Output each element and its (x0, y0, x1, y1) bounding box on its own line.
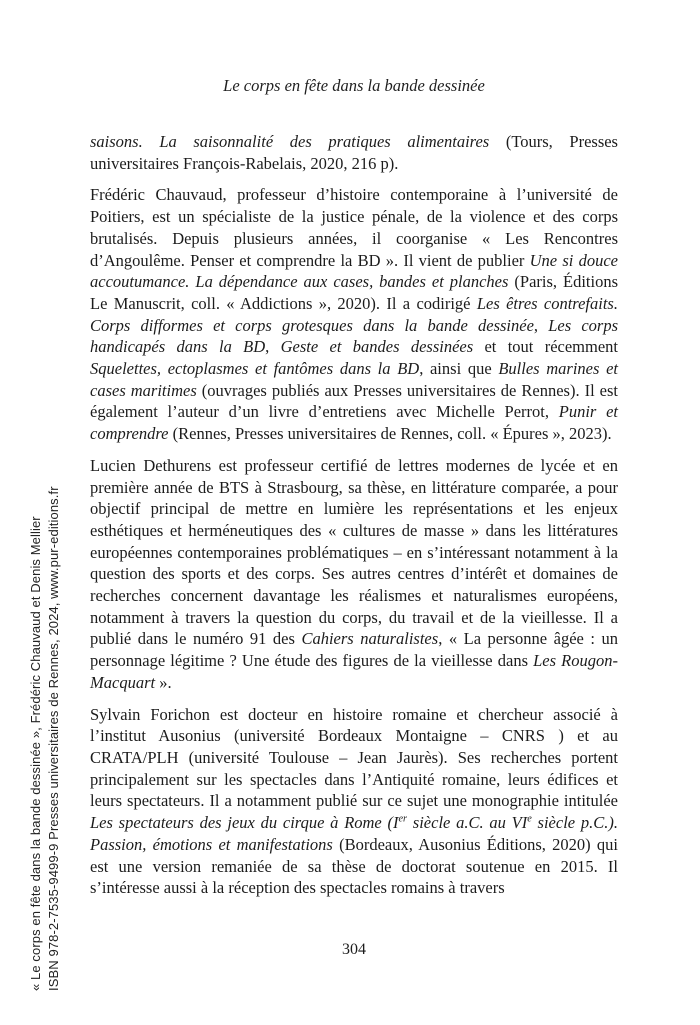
page-number: 304 (342, 941, 366, 958)
credit-line-isbn-publisher: ISBN 978-2-7535-9499-9 Presses universitaires de Rennes, 2024, www.pur-editions.fr (45, 486, 61, 991)
edition-credit-text (27, 486, 62, 991)
page-body (90, 131, 618, 909)
credit-line-title-authors: « Le corps en fête dans la bande dessinée », Frédéric Chauvaud et Denis Mellier (28, 516, 43, 991)
edition-credit (27, 486, 65, 992)
paragraph-bio-frederic-chauvaud: Frédéric Chauvaud, professeur d’histoire contemporaine à l’université de Poitiers, est un spécialiste de la justice pénale, de la violence et des corps brutalisés. Depuis plusieurs années, il coorganise « Les Rencontres d’Angoulême. Penser et comprendre la BD ». Il vient de publier Une si douce accoutumance. La dépendance aux cases, bandes et planches (Paris, Éditions Le Manuscrit, coll. « Addictions », 2020). Il a codirigé Les êtres contrefaits. Corps difformes et corps grotesques dans la bande dessinée, Les corps handicapés dans la BD, Geste et bandes dessinées et tout récemment Squelettes, ectoplasmes et fantômes dans la BD, ainsi que Bulles marines et cases maritimes (ouvrages publiés aux Presses universitaires de Rennes). Il est également l’auteur d’un livre d’entretiens avec Michelle Perrot, Punir et comprendre (Rennes, Presses universitaires de Rennes, coll. « Épures », 2023). (90, 185, 619, 444)
running-head (90, 76, 618, 96)
paragraph-bio-lucien-dethurens: Lucien Dethurens est professeur certifié de lettres modernes de lycée et en première année de BTS à Strasbourg, sa thèse, en littérature comparée, a pour objectif principal de mettre en lumière les représentations et les enjeux esthétiques et herméneutiques des « cultures de masse » dans les littératures européennes contemporaines problématiques – en s’intéressant notamment à la question des sports et des corps. Ses autres centres d’intérêt et domaines de recherches concernent davantage les réalismes et naturalismes européens, notamment à travers la question du corps, du travail et de la vieillesse. Il a publié dans le numéro 91 des Cahiers naturalistes, « La personne âgée : un personnage légitime ? Une étude des figures de la vieillesse dans Les Rougon-Macquart ». (90, 455, 618, 692)
paragraph-saisons-reference: saisons. La saisonnalité des pratiques alimentaires (Tours, Presses universitaires François-Rabelais, 2020, 216 p). (90, 132, 618, 173)
paragraph-bio-sylvain-forichon: Sylvain Forichon est docteur en histoire romaine et chercheur associé à l’institut Ausonius (université Bordeaux Montaigne – CNRS ) et au CRATA/PLH (université Toulouse – Jean Jaurès). Ses recherches portent principalement sur les spectacles dans l’Antiquité romaine, leurs édifices et leurs spectateurs. Il a notamment publié sur ce sujet une monographie intitulée Les spectateurs des jeux du cirque à Rome (Ier siècle a.C. au VIe siècle p.C.). Passion, émotions et manifestations (Bordeaux, Ausonius Éditions, 2020) qui est une version remaniée de sa thèse de doctorat soutenue en 2015. Il s’intéresse aussi à la réception des spectacles romains à travers (90, 704, 618, 898)
running-title: Le corps en fête dans la bande dessinée (223, 76, 485, 95)
